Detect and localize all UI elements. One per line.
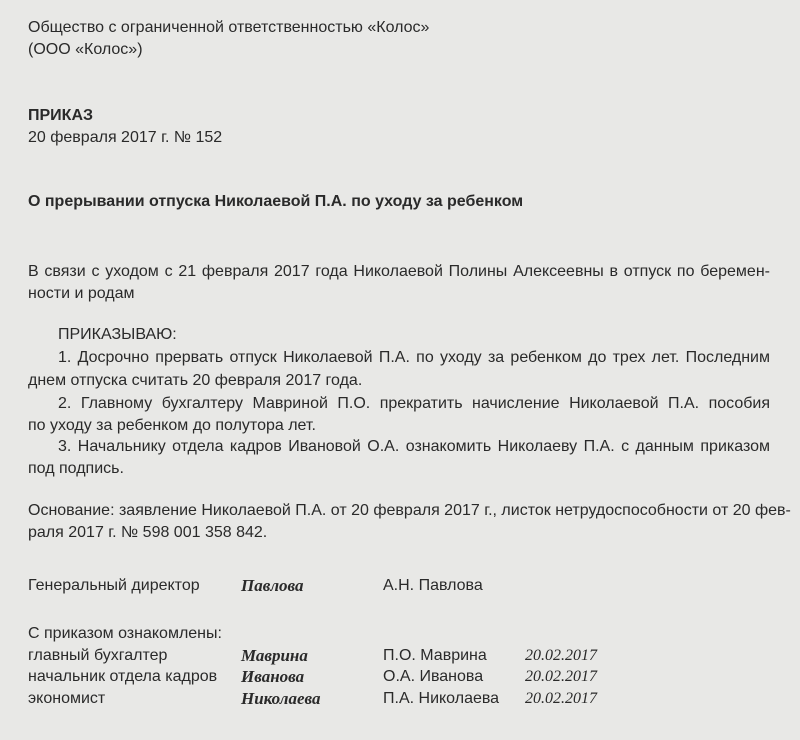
item-2-line-1: 2. Главному бухгалтеру Мавриной П.О. прекратить начисление Николаевой П.А. пособия xyxy=(58,395,770,412)
order-date-number: 20 февраля 2017 г. № 152 xyxy=(28,129,223,146)
acquainted-signature: Маврина xyxy=(241,646,308,665)
acquainted-name: О.А. Иванова xyxy=(383,668,484,685)
basis-line-1: Основание: заявление Николаевой П.А. от 20 февраля 2017 г., листок нетрудоспособности от 20 фев- xyxy=(28,502,791,519)
acquainted-name: П.А. Николаева xyxy=(383,690,500,707)
acquainted-name: П.О. Маврина xyxy=(383,647,487,664)
acquainted-signature: Иванова xyxy=(241,667,305,686)
director-signature: Павлова xyxy=(241,576,304,595)
item-2-line-2: по уходу за ребенком до полутора лет. xyxy=(28,417,316,434)
org-short-name: (ООО «Колос») xyxy=(28,41,143,58)
item-3-line-2: под подпись. xyxy=(28,460,124,477)
acquainted-signature: Николаева xyxy=(241,689,321,708)
acquainted-heading: С приказом ознакомлены: xyxy=(28,625,222,642)
director-name: А.Н. Павлова xyxy=(383,577,483,594)
acquainted-position: главный бухгалтер xyxy=(28,647,168,664)
director-position: Генеральный директор xyxy=(28,577,200,594)
acquainted-date: 20.02.2017 xyxy=(525,690,597,707)
order-word: ПРИКАЗЫВАЮ: xyxy=(58,326,177,343)
intro-line-1: В связи с уходом с 21 февраля 2017 года Николаевой Полины Алексеевны в отпуск по беремен- xyxy=(28,263,770,280)
item-1-line-2: днем отпуска считать 20 февраля 2017 года. xyxy=(28,372,363,389)
order-title: ПРИКАЗ xyxy=(28,107,94,124)
acquainted-date: 20.02.2017 xyxy=(525,647,597,664)
item-3-line-1: 3. Начальнику отдела кадров Ивановой О.А. ознакомить Николаеву П.А. с данным приказом xyxy=(58,438,770,455)
acquainted-position: начальник отдела кадров xyxy=(28,668,218,685)
item-1-line-1: 1. Досрочно прервать отпуск Николаевой П.А. по уходу за ребенком до трех лет. Последним xyxy=(58,349,770,366)
acquainted-position: экономист xyxy=(28,690,106,707)
intro-line-2: ности и родам xyxy=(28,285,135,302)
basis-line-2: раля 2017 г. № 598 001 358 842. xyxy=(28,524,268,541)
acquainted-date: 20.02.2017 xyxy=(525,668,597,685)
org-name: Общество с ограниченной ответственностью «Колос» xyxy=(28,19,430,36)
order-subject: О прерывании отпуска Николаевой П.А. по уходу за ребенком xyxy=(28,193,524,210)
